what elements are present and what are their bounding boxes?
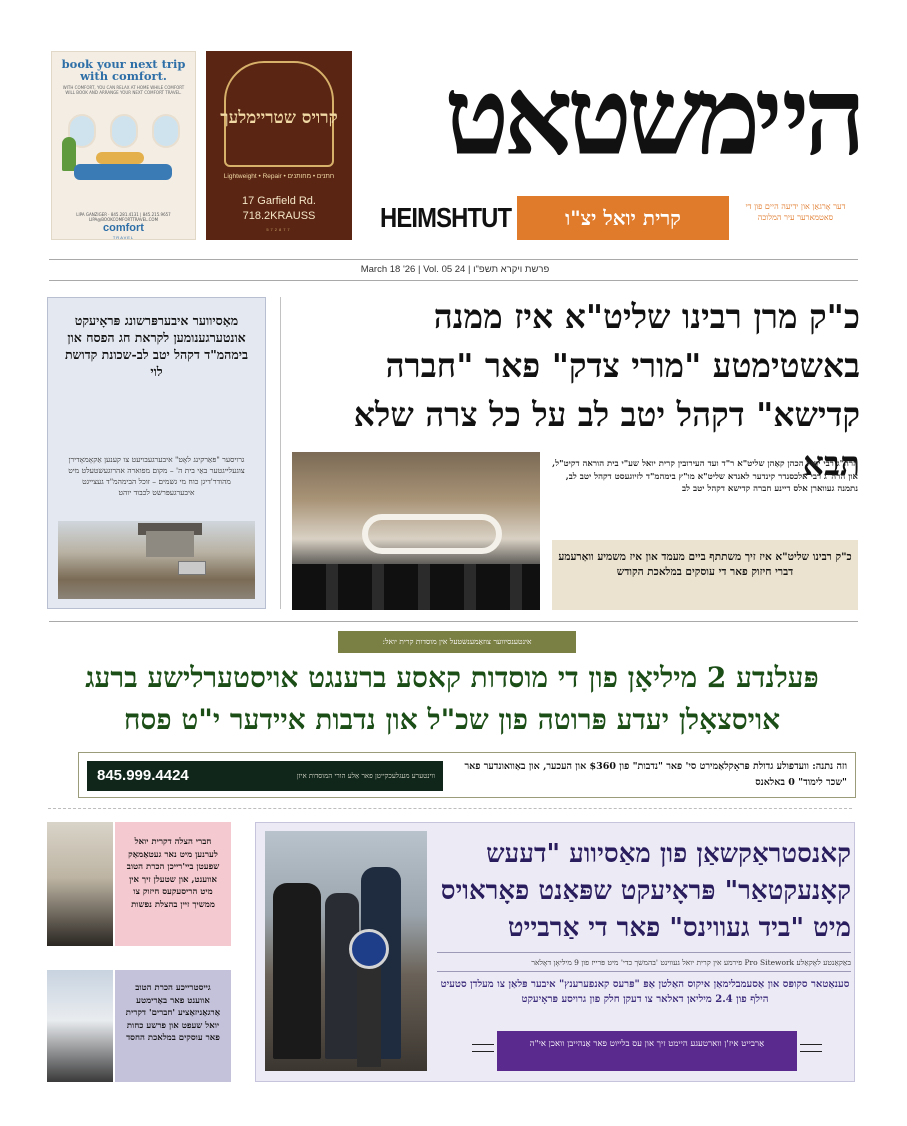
location-banner: קרית יואל יצ"ו <box>517 196 729 240</box>
ad-headline: book your next trip with comfort. <box>61 57 186 83</box>
masthead-english: HEIMSHTUT <box>380 202 512 233</box>
main-highlight: כ"ק רבינו שליט"א איז זיך משתתף ביים מעמד און איז משמיע וואַרעמע דברי חיזוק פאר די עוסקים במלאכת הקודש <box>552 540 858 610</box>
ad-services: Lightweight • Repair • חתנים • מחותנים <box>223 173 335 180</box>
donation-text: וזה נתנה: וועדפולע גדולת פּראָקלאַמירט סי' פאר "נדבות" פון $360 און העכער, און באַוואונדער פאר "שכר לימוד" 0 באלאנס <box>464 761 847 788</box>
ad-subtext: WITH COMFORT, YOU CAN RELAX AT HOME WHILE COMFORT WILL BOOK AND ARRANGE YOUR NEXT COMFORT TRAVEL. <box>62 85 185 95</box>
ad-digits: 572877 <box>266 227 292 232</box>
banquet-photo <box>47 970 113 1082</box>
phone-caption: ווינטערע מעגלעכקייטן פאר אַלע הורי המוסדות איזן <box>296 772 435 780</box>
ad-contact: LIPA GANZIGER · 845.281.4131 | 845.215.9657 LIPA@BOOKCOMFORTTRAVEL.COM <box>76 212 171 222</box>
event-hall-photo <box>47 822 113 946</box>
left-story-body: גרויסער "פּאַרקינג לאָט" איבערגעבויעט צו קענען אַקאָמאָדירן צוגעלייגטער באַי בית ה' – מקום מפוארה אהרוגעשטעלט מיט מהודר'דיגן כוח מי גשמים – זוכל הבימהמ"ד געצייגט איבערגעפּרשט לכבוד יוהט <box>68 455 245 497</box>
section-rule <box>49 621 858 622</box>
ad-phone: 718.2KRAUSS <box>242 210 316 222</box>
ad-brand-sub: TRAVEL <box>112 235 135 240</box>
construction-footer: אַרבייט איז'ן ווארטעגע היימט זיך און עס בלייוט פאר אַנהייבן וואכן אי"ה <box>497 1031 797 1071</box>
dateline: March 18 '26 | Vol. 05 24 | פרשת ויקרא תשפ"ו <box>360 264 550 275</box>
phone-box[interactable] <box>87 761 443 791</box>
traveler-illustration <box>96 152 144 164</box>
parking-lot-photo <box>58 521 255 599</box>
construction-body: סענאַטאר סקופּס און אַסעמבלימאַן איקוס האַלטן אַפּ "פּרעס קאנפערענץ" איבער פּלאַן צו מעלדן סטעיט הילף פון 2.4 מיליאן דאלאר צו דעקן חלק פון גרויסע פּראָיעקט <box>440 979 850 1005</box>
main-caption: הרה"ג רבי יואל הכהן קאַהן שליט"א ר"ד ועד העירובין קרית יואל שע"י בית הוראה דקיט"ל, און הרה"ג רבי אלכסנדר קינדער לאנדא שליט"א מו"ץ בימהמ"ד לזיוגעסט דקהל יטב לב, נתמנה געווארן אלס דיינע חברה קדישא דקהל יטב לב <box>552 459 858 494</box>
construction-caption: באַקאַנטע לאָקאַלע Pro Sitework פירמע אין קרית יואל געווינט 'בהמשך כדי' מיט פּרייז פון 9 מיליאָן דאָלאר <box>437 952 851 972</box>
airplane-windows-illustration <box>68 114 180 150</box>
meeting-photo <box>292 452 540 610</box>
dateline-rule <box>49 280 858 281</box>
construction-headline[interactable]: קאנסטראַקשאַן פון מאַסיווע "דעעש קאָנעקטאַר" פּראָיעקט שפּאַנט פאָראויס מיט "ביד געווינס" פאר די אַרבייט <box>440 839 851 943</box>
ad-name: קרויס שטריימלעך <box>220 108 338 128</box>
masthead-tagline: דער אָרגאַן און ידיעה היים פון די סאטמארער עיר המלוכה <box>745 202 846 222</box>
masthead-title: הײמשטאט <box>444 54 860 180</box>
column-divider <box>280 297 281 609</box>
top-rule <box>49 259 858 260</box>
ornament-left <box>472 1044 494 1052</box>
section-label: אינטענסיווער צוזאַמענשטעל אין מוסדות קרית יואל: <box>338 631 576 653</box>
main-headline[interactable]: כ"ק מרן רבינו שליט"א איז ממנה באשטימטע "מורי צדק" פאר "חברה קדישא" דקהל יטב לב על כל צרה שלא תבא <box>353 297 860 483</box>
ad-address-block <box>206 194 352 224</box>
ad-brand: comfort <box>103 222 144 234</box>
sofa-illustration <box>74 164 172 180</box>
ad-address: 17 Garfield Rd. <box>242 195 316 207</box>
press-conference-photo <box>265 831 427 1071</box>
left-story-box[interactable] <box>47 297 266 609</box>
hatzalah-item[interactable]: חברי הצלה דקרית יואל לערנען מיט נאר געטאַמאַק שפעטן ביי'רייכן הכרת הטוב אווענט, און שטעלן זיך אין מיט הריסעקעס חיזוק צו ממשיך זיין בהצלת נפשות <box>115 822 231 946</box>
left-story-title: מאַסיווער איבערפּרשונג פּראָיעקט אונטערגענומען לקראת חג הפסח און בימהמ"ד דקהל יטב לב-שכונת קדושת לוי <box>64 313 249 379</box>
ornament-right <box>800 1044 822 1052</box>
donation-phone[interactable]: 845.999.4424 <box>97 767 189 784</box>
state-seal-icon <box>349 929 389 969</box>
fund-headline[interactable]: פּעלנדע 2 מיליאָן פון די מוסדות קאסע ברענגט אויסטערלישע ברעג אויסצאָלן יעדע פּרוטה פון שכ"ל און נדבות איידער י"ט פסח <box>85 661 819 736</box>
donation-bar <box>78 752 856 798</box>
krauss-shtreimel-ad[interactable] <box>206 51 352 240</box>
dashed-divider <box>48 808 852 809</box>
chaverim-item[interactable]: גייסטרייכע הכרת הטוב אווענט פאר באַרימטע אַרגאַניזאַציע 'חברים' דקרית יואל שעפט און פרשע כחות פאר עוסקים במלאכת החסד <box>115 970 231 1082</box>
comfort-travel-ad[interactable] <box>51 51 196 240</box>
